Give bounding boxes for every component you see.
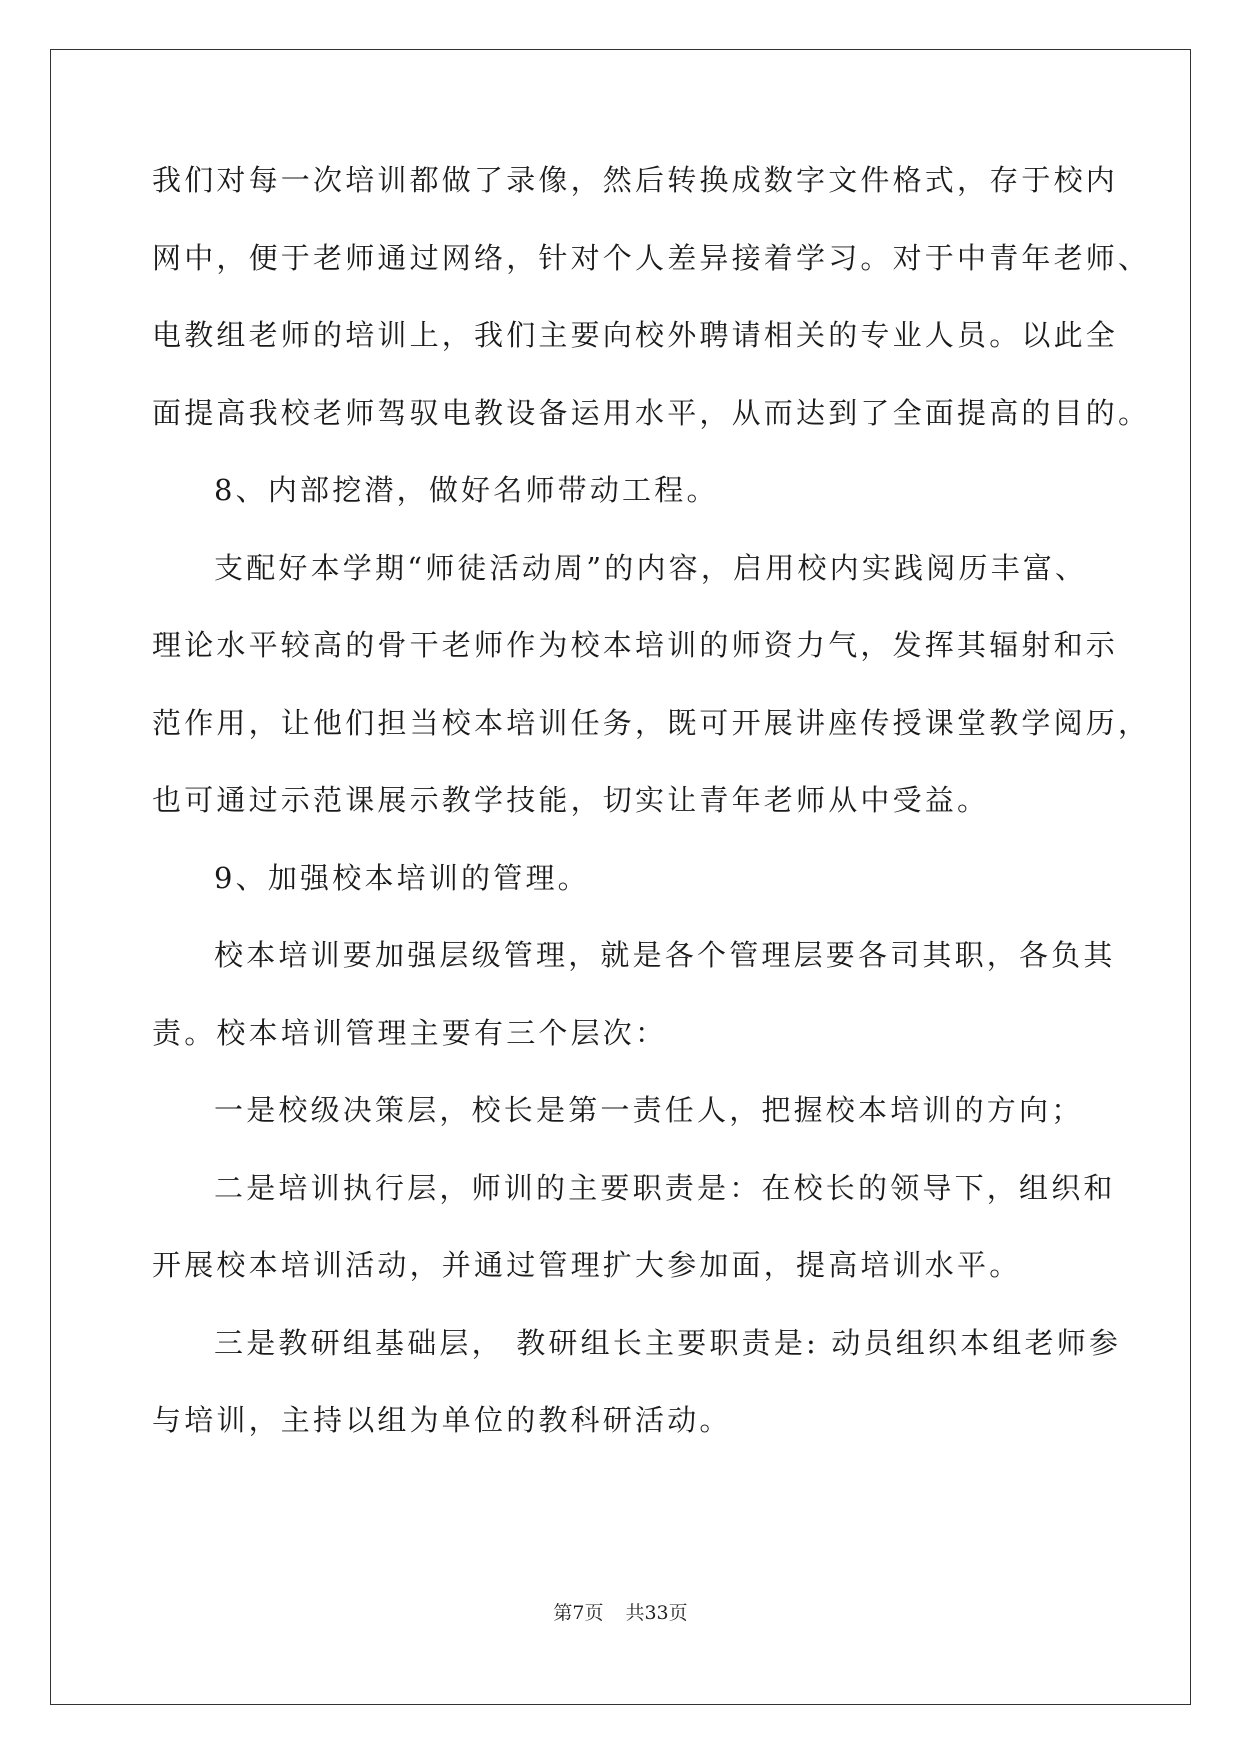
text-line: 三是教研组基础层， 教研组长主要职责是: 动员组织本组老师参: [214, 1325, 1122, 1360]
text-line: 一是校级决策层，校长是第一责任人，把握校本培训的方向；: [214, 1093, 1084, 1127]
text-line: 二是培训执行层，师训的主要职责是：在校长的领导下，组织和: [214, 1170, 1116, 1205]
text-line: 与培训，主持以组为单位的教科研活动。: [152, 1403, 732, 1437]
page-total: 共33页: [625, 1602, 688, 1624]
page-number: 第7页: [553, 1602, 604, 1624]
text-line: 也可通过示范课展示教学技能，切实让青年老师从中受益。: [152, 783, 990, 817]
text-line: 电教组老师的培训上，我们主要向校外聘请相关的专业人员。以此全: [152, 318, 1119, 352]
text-line: 理论水平较高的骨干老师作为校本培训的师资力气，发挥其辐射和示: [152, 628, 1119, 662]
text-line: 网中，便于老师通过网络，针对个人差异接着学习。对于中青年老师、: [152, 240, 1151, 275]
document-body: [152, 160, 1151, 1478]
page-footer: [0, 1598, 1241, 1625]
text-line: 面提高我校老师驾驭电教设备运用水平，从而达到了全面提高的目的。: [152, 395, 1151, 430]
text-line: 校本培训要加强层级管理，就是各个管理层要各司其职，各负其: [214, 938, 1116, 972]
text-line: 开展校本培训活动，并通过管理扩大参加面，提高培训水平。: [152, 1248, 1022, 1282]
section-heading: 8、内部挖潜，做好名师带动工程。: [214, 473, 719, 507]
text-line: 支配好本学期“师徒活动周”的内容，启用校内实践阅历丰富、: [214, 550, 1088, 585]
text-line: 责。校本培训管理主要有三个层次：: [152, 1015, 668, 1050]
section-heading: 9、加强校本培训的管理。: [214, 860, 590, 895]
text-line: 我们对每一次培训都做了录像，然后转换成数字文件格式，存于校内: [152, 163, 1119, 197]
text-line: 范作用，让他们担当校本培训任务，既可开展讲座传授课堂教学阅历，: [152, 705, 1151, 740]
